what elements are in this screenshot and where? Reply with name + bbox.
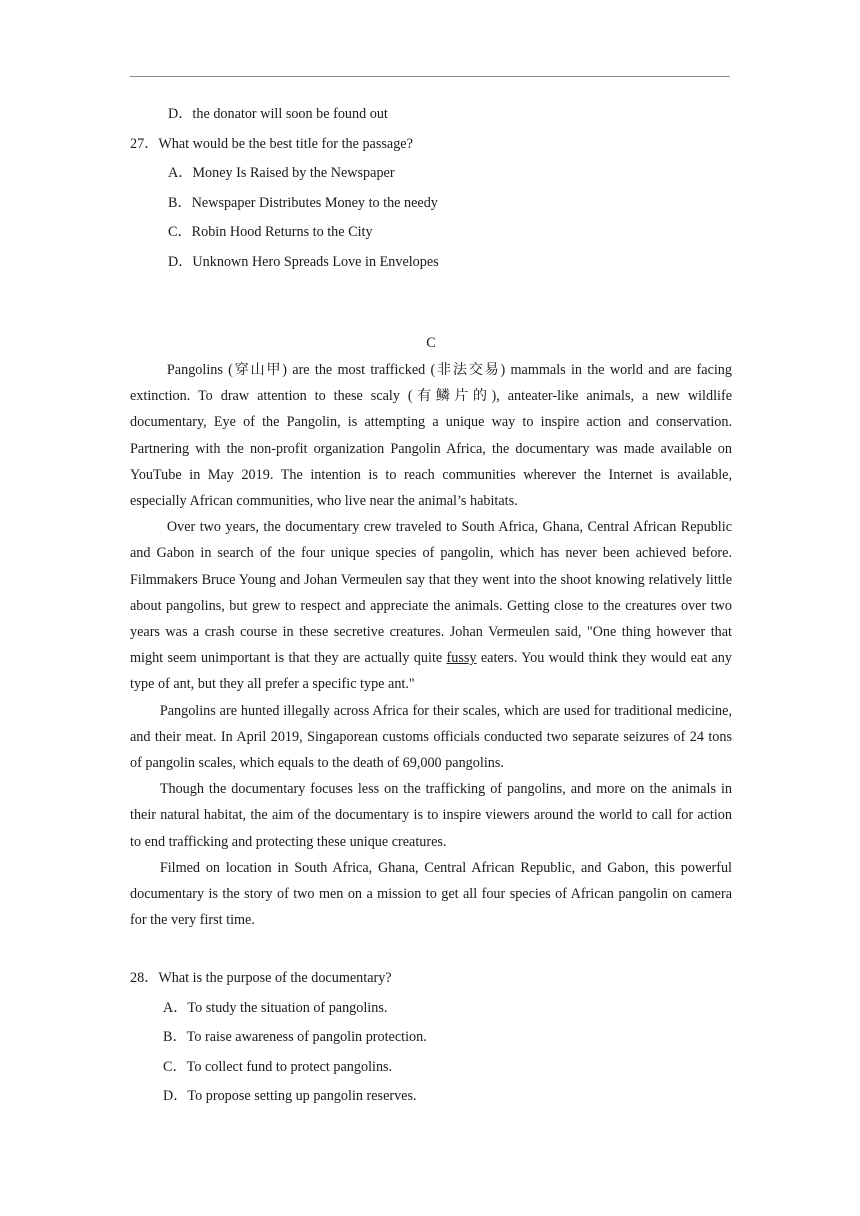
q26-option-d: D．the donator will soon be found out xyxy=(168,106,388,122)
q27-option-a: A．Money Is Raised by the Newspaper xyxy=(168,165,395,181)
section-label: C xyxy=(426,335,436,351)
q27-stem: 27．What would be the best title for the passage? xyxy=(130,136,413,152)
paragraph-2-tail: eaters. You would think they would eat any type of ant, but they all prefer a specific type ant." xyxy=(130,650,732,693)
paragraph-3: Pangolins are hunted illegally across Africa for their scales, which are used for traditional medicine, and their meat. In April 2019, Singaporean customs officials conducted two separate seizures of 24 tons of pangolin scales, which equals to the death of 69,000 pangolins. xyxy=(130,702,732,772)
q28-stem: 28．What is the purpose of the documentary? xyxy=(130,970,392,986)
underlined-word: fussy xyxy=(446,650,477,667)
paragraph-4: Though the documentary focuses less on the trafficking of pangolins, and more on the animals in their natural habitat, the aim of the documentary is to inspire viewers around the world to call for action to end trafficking and protecting these unique creatures. xyxy=(130,781,732,850)
q27-option-b: B．Newspaper Distributes Money to the needy xyxy=(168,195,438,211)
header-rule xyxy=(130,76,730,77)
q27-option-d: D．Unknown Hero Spreads Love in Envelopes xyxy=(168,254,439,270)
paragraph-2-text: Over two years, the documentary crew traveled to South Africa, Ghana, Central African Republic and Gabon in search of the four unique species of pangolin, which has never been achieved before. Filmmakers Bruce Young and Johan Vermeulen say that they went into the shoot knowing relatively little about pangolins, but grew to respect and appreciate the animals. Getting close to the creatures over two years was a crash course in these secretive creatures. Johan Vermeulen said, "One thing however that might seem unimportant is that they are actually quite xyxy=(130,519,732,667)
q28-option-b: B．To raise awareness of pangolin protection. xyxy=(163,1029,427,1045)
q28-option-c: C．To collect fund to protect pangolins. xyxy=(163,1059,393,1075)
q27-option-c: C．Robin Hood Returns to the City xyxy=(168,224,373,240)
passage xyxy=(130,357,732,933)
paragraph-1: Pangolins (穿山甲) are the most trafficked (非法交易) mammals in the world and are facing extinction. To draw attention to these scaly (有鳞片的), anteater-like animals, a new wildlife documentary, Eye of the Pangolin, is attempting a unique way to inspire action and conservation. Partnering with the non-profit organization Pangolin Africa, the documentary was made available on YouTube in May 2019. The intention is to reach communities wherever the Internet is available, especially African communities, who live near the animal’s habitats. xyxy=(130,362,732,510)
q28-option-d: D．To propose setting up pangolin reserves. xyxy=(163,1088,417,1104)
q28-option-a: A．To study the situation of pangolins. xyxy=(163,1000,388,1016)
paragraph-2 xyxy=(130,514,732,697)
paragraph-5: Filmed on location in South Africa, Ghana, Central African Republic, and Gabon, this powerful documentary is the story of two men on a mission to get all four species of African pangolin on camera for the very first time. xyxy=(130,859,732,929)
